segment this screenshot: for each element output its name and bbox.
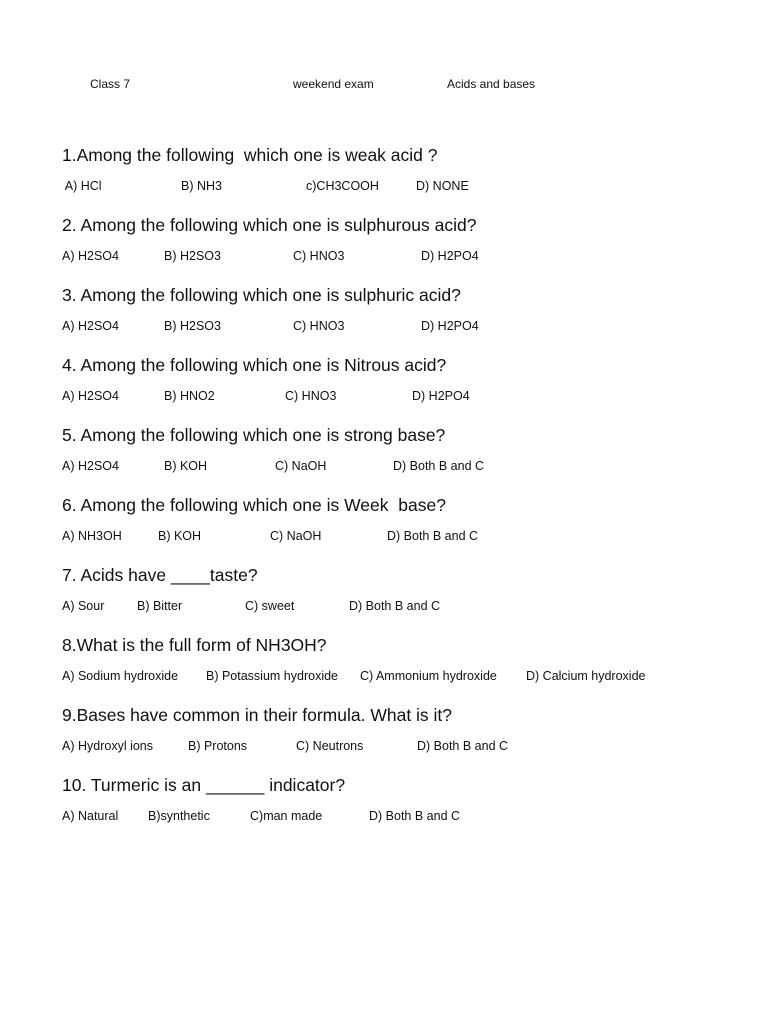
- option-d: D) Both B and C: [369, 809, 461, 823]
- question-10: [62, 774, 752, 825]
- question-text: 7. Acids have ____taste?: [62, 565, 258, 585]
- option-d: D) Calcium hydroxide: [526, 669, 646, 683]
- option-b: B) KOH: [158, 529, 202, 543]
- question-4: [62, 354, 752, 405]
- options-row: [62, 669, 752, 685]
- option-d: D) NONE: [416, 179, 469, 193]
- option-b: B) Bitter: [137, 599, 183, 613]
- option-c: C)man made: [250, 809, 323, 823]
- question-text: 10. Turmeric is an ______ indicator?: [62, 775, 346, 795]
- option-a: A) H2SO4: [62, 319, 119, 333]
- question-7: [62, 564, 752, 615]
- options-row: [62, 739, 752, 755]
- option-b: B) KOH: [164, 459, 208, 473]
- option-a: A) Sodium hydroxide: [62, 669, 179, 683]
- option-c: C) Ammonium hydroxide: [360, 669, 497, 683]
- question-text: 6. Among the following which one is Week base?: [62, 495, 446, 515]
- options-row: [62, 599, 752, 615]
- option-b: B) NH3: [181, 179, 222, 193]
- option-d: D) H2PO4: [421, 249, 479, 263]
- question-2: [62, 214, 752, 265]
- option-d: D) H2PO4: [412, 389, 470, 403]
- option-d: D) Both B and C: [417, 739, 509, 753]
- question-text: 4. Among the following which one is Nitrous acid?: [62, 355, 447, 375]
- option-d: D) Both B and C: [349, 599, 441, 613]
- question-1: [62, 144, 752, 195]
- question-6: [62, 494, 752, 545]
- option-d: D) Both B and C: [393, 459, 485, 473]
- question-text: 8.What is the full form of NH3OH?: [62, 635, 327, 655]
- option-c: C) HNO3: [285, 389, 337, 403]
- question-text: 1.Among the following which one is weak acid ?: [62, 145, 438, 165]
- option-c: c)CH3COOH: [306, 179, 379, 193]
- option-c: C) Neutrons: [296, 739, 364, 753]
- option-a: A) H2SO4: [62, 389, 119, 403]
- option-a: A) Natural: [62, 809, 119, 823]
- options-row: [62, 179, 752, 195]
- option-b: B) H2SO3: [164, 319, 221, 333]
- options-row: [62, 809, 752, 825]
- option-c: C) NaOH: [270, 529, 322, 543]
- question-3: [62, 284, 752, 335]
- option-d: D) Both B and C: [387, 529, 479, 543]
- options-row: [62, 389, 752, 405]
- question-text: 2. Among the following which one is sulphurous acid?: [62, 215, 477, 235]
- option-b: B) Protons: [188, 739, 248, 753]
- header-exam: weekend exam: [293, 77, 374, 91]
- question-5: [62, 424, 752, 475]
- question-9: [62, 704, 752, 755]
- option-a: A) Hydroxyl ions: [62, 739, 153, 753]
- header-class: Class 7: [90, 77, 131, 91]
- header-topic: Acids and bases: [447, 77, 536, 91]
- option-a: A) H2SO4: [62, 249, 119, 263]
- option-b: B) HNO2: [164, 389, 215, 403]
- option-a: A) HCl: [62, 179, 102, 193]
- option-b: B)synthetic: [148, 809, 210, 823]
- question-text: 5. Among the following which one is strong base?: [62, 425, 446, 445]
- option-c: C) sweet: [245, 599, 295, 613]
- option-a: A) NH3OH: [62, 529, 122, 543]
- option-d: D) H2PO4: [421, 319, 479, 333]
- option-c: C) NaOH: [275, 459, 327, 473]
- question-8: [62, 634, 752, 685]
- options-row: [62, 459, 752, 475]
- option-b: B) Potassium hydroxide: [206, 669, 339, 683]
- option-c: C) HNO3: [293, 319, 345, 333]
- option-b: B) H2SO3: [164, 249, 221, 263]
- option-a: A) Sour: [62, 599, 105, 613]
- options-row: [62, 319, 752, 335]
- question-text: 3. Among the following which one is sulphuric acid?: [62, 285, 461, 305]
- options-row: [62, 529, 752, 545]
- option-c: C) HNO3: [293, 249, 345, 263]
- options-row: [62, 249, 752, 265]
- option-a: A) H2SO4: [62, 459, 119, 473]
- question-text: 9.Bases have common in their formula. What is it?: [62, 705, 453, 725]
